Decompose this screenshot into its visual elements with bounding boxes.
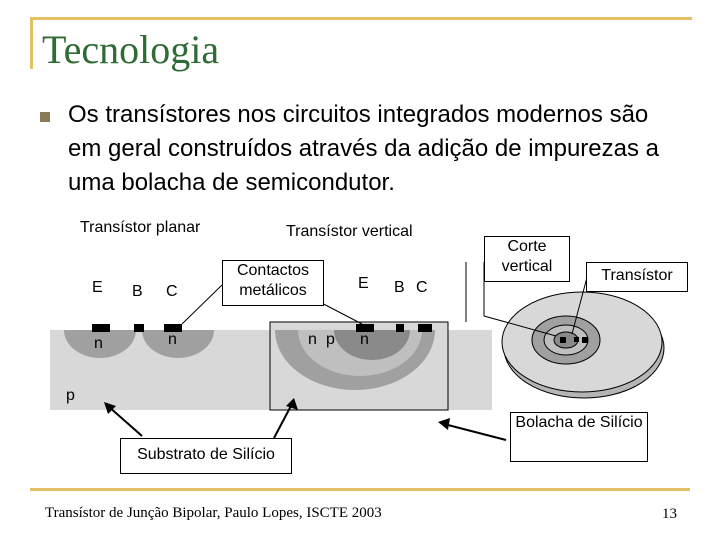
contact-b-vertical <box>396 324 404 332</box>
substrate-p-label: p <box>66 387 75 404</box>
footer-line <box>30 488 690 491</box>
silicon-wafer-box: Bolacha de Silício <box>510 412 648 462</box>
transistor-box: Transístor <box>586 262 688 292</box>
vertical-terminal-c: C <box>416 279 428 296</box>
slide-title: Tecnologia <box>42 27 220 72</box>
wafer-arrowhead <box>438 418 450 430</box>
contacts-pointer-1 <box>182 285 222 324</box>
wafer-contact-3 <box>582 337 588 343</box>
planar-transistor-label: Transístor planar <box>80 219 201 236</box>
planar-terminal-b: B <box>132 283 143 300</box>
vertical-terminal-b: B <box>394 279 405 296</box>
vertical-inner-n-label: n <box>360 331 369 348</box>
contact-e-planar <box>92 324 110 332</box>
planar-n-emitter-label: n <box>94 335 103 352</box>
wafer-contact-2 <box>574 337 579 342</box>
substrate-arrow-1 <box>108 406 142 436</box>
planar-n-collector-label: n <box>168 331 177 348</box>
contact-c-vertical <box>418 324 432 332</box>
metal-contacts-box: Contactos metálicos <box>222 260 324 306</box>
vertical-transistor-label: Transístor vertical <box>286 223 413 240</box>
planar-terminal-c: C <box>166 283 178 300</box>
vertical-section-box: Corte vertical <box>484 236 570 282</box>
page-number: 13 <box>662 506 677 522</box>
planar-terminal-e: E <box>92 279 103 296</box>
contact-b-planar <box>134 324 144 332</box>
vertical-p-label: p <box>326 331 335 348</box>
bullet-text: Os transístores nos circuitos integrados modernos são em geral construídos através da adição de impurezas a uma bolacha de semicondutor. <box>68 101 659 196</box>
silicon-substrate-box: Substrato de Silício <box>120 438 292 474</box>
wafer-arrow <box>444 424 506 440</box>
vertical-outer-n-label: n <box>308 331 317 348</box>
wafer-contact <box>560 337 566 343</box>
vertical-terminal-e: E <box>358 275 369 292</box>
footer-caption: Transístor de Junção Bipolar, Paulo Lopes, ISCTE 2003 <box>45 505 382 521</box>
